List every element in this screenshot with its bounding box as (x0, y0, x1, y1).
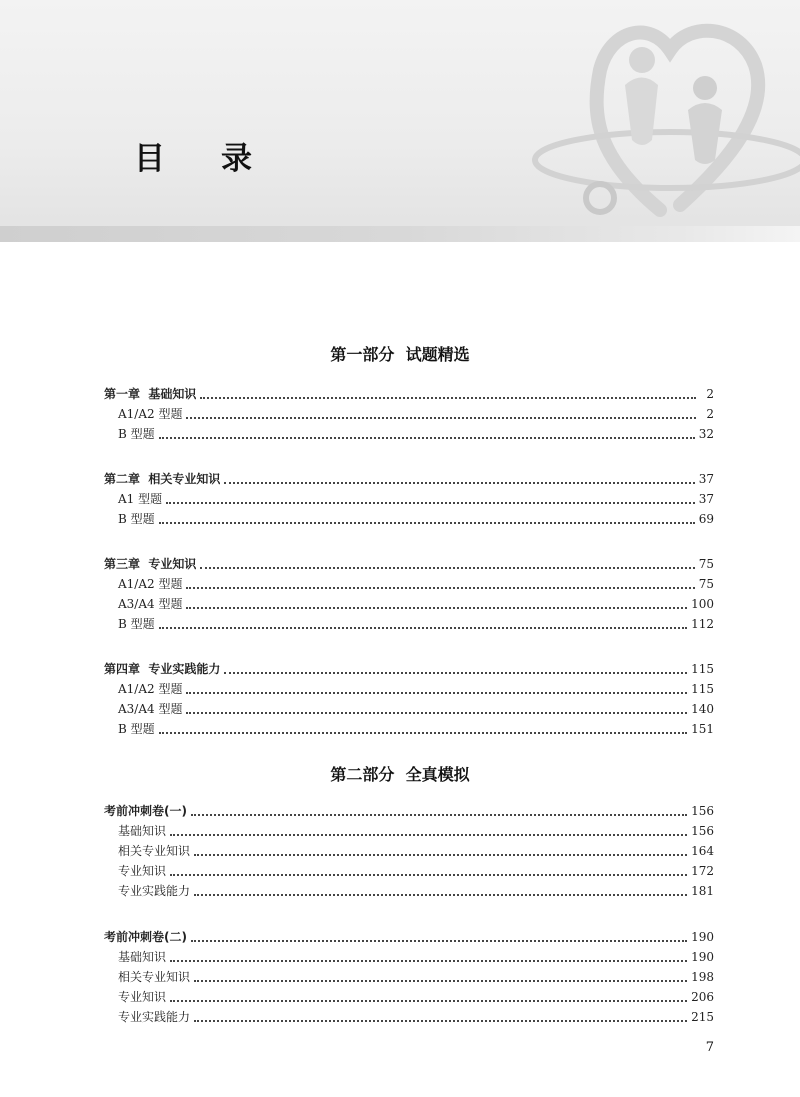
toc-entry-label: 专业知识 (118, 990, 167, 1004)
toc-entry-label: A3/A4 型题 (118, 702, 183, 716)
toc-entry-row[interactable] (118, 882, 714, 900)
toc-page-number: 156 (691, 804, 714, 818)
toc-entry-label: A1/A2 型题 (118, 577, 183, 591)
toc-entry-row[interactable] (118, 425, 714, 443)
toc-page-number: 115 (691, 662, 714, 676)
toc-entry-row[interactable] (118, 700, 714, 718)
toc-page-number: 198 (691, 970, 714, 984)
toc-entry-row[interactable] (118, 490, 714, 508)
dot-leader (194, 853, 687, 856)
dot-leader (159, 436, 695, 439)
toc-page-number: 206 (691, 990, 714, 1004)
toc-page-number: 112 (691, 617, 714, 631)
toc-entry-row[interactable] (118, 595, 714, 613)
toc-entry-row[interactable] (118, 615, 714, 633)
dot-leader (166, 501, 695, 504)
dot-leader (170, 833, 687, 836)
toc-entry-label: A1 型题 (118, 492, 163, 506)
toc-entry-label: 专业实践能力 (118, 884, 191, 898)
toc-entry-row[interactable] (118, 1008, 714, 1026)
toc-entry-row[interactable] (118, 680, 714, 698)
toc-page-number: 37 (698, 472, 714, 486)
page-title: 目录 (134, 141, 308, 177)
toc-entry-label: 考前冲刺卷(二) (104, 930, 187, 944)
toc-entry-row[interactable] (118, 862, 714, 880)
toc-entry-label: 第二章 相关专业知识 (104, 472, 221, 486)
dot-leader (170, 999, 687, 1002)
toc-entry-row[interactable] (118, 988, 714, 1006)
toc-page-number: 32 (698, 427, 714, 441)
toc-page-number: 215 (691, 1010, 714, 1024)
toc-entry-label: 第一章 基础知识 (104, 387, 197, 401)
toc-entry-label: A3/A4 型题 (118, 597, 183, 611)
toc-entry-label: B 型题 (118, 512, 155, 526)
dot-leader (224, 671, 687, 674)
toc-entry-label: 专业实践能力 (118, 1010, 191, 1024)
toc-page-number: 2 (706, 387, 714, 401)
toc-page-number: 181 (691, 884, 714, 898)
toc-chapter-row[interactable] (104, 928, 714, 946)
toc-chapter-row[interactable] (104, 555, 714, 573)
dot-leader (191, 813, 687, 816)
dot-leader (186, 691, 687, 694)
dot-leader (186, 711, 687, 714)
dot-leader (170, 873, 687, 876)
dot-leader (194, 893, 687, 896)
toc-page-number: 164 (691, 844, 714, 858)
dot-leader (224, 481, 694, 484)
dot-leader (159, 626, 687, 629)
toc-entry-row[interactable] (118, 405, 714, 423)
part-one-heading: 第一部分 试题精选 (330, 345, 470, 364)
toc-entry-label: B 型题 (118, 617, 155, 631)
toc-entry-label: 专业知识 (118, 864, 167, 878)
toc-entry-row[interactable] (118, 968, 714, 986)
toc-page-number: 37 (698, 492, 714, 506)
toc-page-number: 2 (706, 407, 714, 421)
toc-entry-row[interactable] (118, 575, 714, 593)
toc-entry-row[interactable] (118, 510, 714, 528)
dot-leader (194, 979, 687, 982)
toc-entry-label: 考前冲刺卷(一) (104, 804, 187, 818)
toc-entry-label: B 型题 (118, 722, 155, 736)
toc-page-number: 172 (691, 864, 714, 878)
dot-leader (191, 939, 687, 942)
toc-entry-label: A1/A2 型题 (118, 682, 183, 696)
dot-leader (186, 416, 696, 419)
toc-page-number: 115 (691, 682, 714, 696)
toc-entry-row[interactable] (118, 948, 714, 966)
page-number: 7 (705, 1040, 714, 1055)
page-header-band (0, 0, 800, 240)
toc-entry-label: 第四章 专业实践能力 (104, 662, 221, 676)
toc-page-number: 75 (698, 577, 714, 591)
dot-leader (159, 521, 695, 524)
toc-entry-label: 基础知识 (118, 950, 167, 964)
dot-leader (186, 586, 694, 589)
dot-leader (200, 566, 694, 569)
toc-chapter-row[interactable] (104, 802, 714, 820)
dot-leader (170, 959, 687, 962)
toc-page-number: 190 (691, 930, 714, 944)
toc-entry-label: B 型题 (118, 427, 155, 441)
part-two-heading: 第二部分 全真模拟 (330, 765, 470, 784)
toc-page-number: 190 (691, 950, 714, 964)
dot-leader (194, 1019, 687, 1022)
toc-entry-label: 相关专业知识 (118, 844, 191, 858)
header-divider (0, 226, 800, 242)
toc-chapter-row[interactable] (104, 385, 714, 403)
toc-entry-row[interactable] (118, 842, 714, 860)
toc-page-number: 156 (691, 824, 714, 838)
toc-entry-label: 相关专业知识 (118, 970, 191, 984)
toc-page-number: 100 (691, 597, 714, 611)
dot-leader (159, 731, 687, 734)
dot-leader (200, 396, 696, 399)
toc-page-number: 69 (698, 512, 714, 526)
toc-page-number: 140 (691, 702, 714, 716)
toc-page-number: 75 (698, 557, 714, 571)
toc-entry-label: 基础知识 (118, 824, 167, 838)
toc-entry-row[interactable] (118, 822, 714, 840)
toc-chapter-row[interactable] (104, 660, 714, 678)
dot-leader (186, 606, 687, 609)
toc-entry-label: 第三章 专业知识 (104, 557, 197, 571)
medical-heart-logo-icon (530, 10, 800, 220)
toc-entry-label: A1/A2 型题 (118, 407, 183, 421)
toc-chapter-row[interactable] (104, 470, 714, 488)
toc-page-number: 151 (691, 722, 714, 736)
toc-entry-row[interactable] (118, 720, 714, 738)
